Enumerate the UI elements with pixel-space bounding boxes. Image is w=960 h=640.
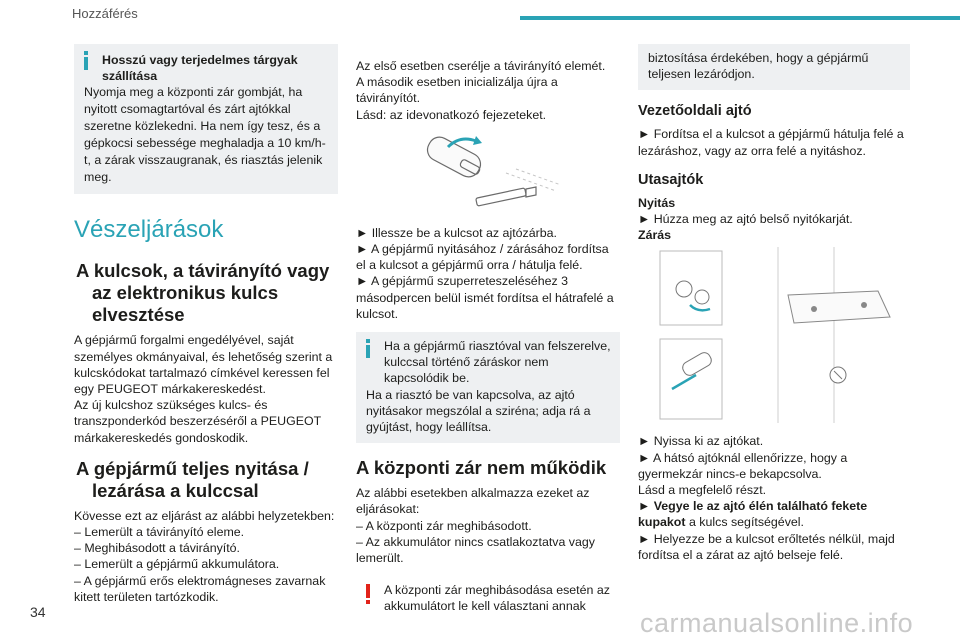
central-item: – A központi zár meghibásodott.	[356, 518, 532, 533]
column-2	[356, 58, 620, 623]
heading-lost-keys: A kulcsok, a távirányító vagy az elektronikus kulcs elvesztése	[76, 260, 330, 326]
lost-keys-text-2: Az új kulcshoz szükséges kulcs- és transzponderkód beszerzéséről a PEUGEOT márkakereskedés gondoskodik.	[74, 398, 322, 445]
col2-text-3: Lásd: az idevonatkozó fejezeteket.	[356, 107, 547, 122]
col2-text-2: A második esetben inicializálja újra a távirányítót.	[356, 75, 558, 106]
warning-continued-text: biztosítása érdekében, hogy a gépjármű teljesen lezáródjon.	[648, 51, 869, 82]
warning-icon	[366, 584, 370, 604]
header-section-title: Hozzáférés	[72, 6, 138, 21]
key-blade-icon	[476, 187, 536, 206]
watermark: carmanualsonline.info	[640, 608, 914, 638]
close-step	[638, 498, 910, 530]
alarm-text-1: Ha a gépjármű riasztóval van felszerelve, kulccsal történő záráskor nem kapcsolódik be.	[384, 339, 611, 386]
full-lock-item: – Meghibásodott a távirányító.	[74, 541, 240, 556]
info-box-long-objects	[74, 44, 338, 194]
door-edge-icon	[788, 291, 890, 323]
info-icon	[84, 51, 88, 71]
central-intro: Az alábbi esetekben alkalmazza ezeket az eljárásokat:	[356, 486, 590, 517]
close-step: ► A hátsó ajtóknál ellenőrizze, hogy a gyermekzár nincs-e bekapcsolva.	[638, 450, 848, 481]
info-icon	[366, 339, 370, 359]
col2-text-1: Az első esetben cserélje a távirányító elemét.	[356, 59, 606, 73]
warning-box-continued	[638, 44, 910, 90]
open-text: ► Húzza meg az ajtó belső nyitókarját.	[638, 212, 853, 227]
key-step: ► A gépjármű szuperreteszeléséhez 3 másodpercen belül ismét fordítsa el hátrafelé a kulcsot.	[356, 274, 614, 321]
alarm-text-2: Ha a riasztó be van kapcsolva, az ajtó nyitásakor megszólal a sziréna; adja rá a gyújtást, hogy leállítsa.	[366, 387, 591, 435]
central-item: – Az akkumulátor nincs csatlakoztatva vagy lemerült.	[356, 534, 595, 566]
info-box-title: Hosszú vagy terjedelmes tárgyak szállítása	[102, 53, 298, 84]
lost-keys-text-1: A gépjármű forgalmi engedélyével, saját személyes okmányaival, és lehetőség szerint a kulcskódokat tartalmazó címkével keressen fel egy PEUGEOT márkakereskedést.	[74, 333, 333, 397]
close-step-bold: ► Vegye le az ajtó élén található fekete kupakot	[638, 499, 868, 530]
close-label: Zárás	[638, 228, 672, 243]
lock-cap-icon	[676, 281, 692, 297]
heading-central-lock: A központi zár nem működik	[356, 457, 607, 479]
open-label: Nyitás	[638, 195, 676, 210]
full-lock-item: – Lemerült a távirányító eleme.	[74, 525, 245, 540]
heading-passenger-doors: Utasajtók	[638, 171, 704, 188]
full-lock-item: – Lemerült a gépjármű akkumulátora.	[74, 557, 280, 572]
page-number: 34	[30, 604, 46, 620]
driver-door-text: ► Fordítsa el a kulcsot a gépjármű hátulja felé a lezáráshoz, vagy az orra felé a nyitáshoz.	[638, 127, 904, 158]
warning-box	[356, 576, 620, 622]
close-step-rest: a kulcs segítségével.	[685, 515, 804, 530]
close-step: ► Nyissa ki az ajtókat.	[638, 434, 764, 449]
close-step: ► Helyezze be a kulcsot erőltetés nélkül, majd fordítsa el a zárat az ajtó belseje felé.	[638, 531, 895, 562]
key-illustration	[356, 133, 620, 219]
full-lock-item: – A gépjármű erős elektromágneses zavarnak kitett területen tartózkodik.	[74, 573, 326, 604]
full-lock-intro: Kövesse ezt az eljárást az alábbi helyzetekben:	[74, 508, 335, 523]
column-3	[638, 44, 910, 563]
close-step: Lásd a megfelelő részt.	[638, 483, 767, 498]
section-title: Vészeljárások	[74, 216, 224, 244]
warning-text: A központi zár meghibásodása esetén az akkumulátort le kell választani annak	[384, 583, 610, 614]
heading-driver-door: Vezetőoldali ajtó	[638, 103, 752, 120]
header-accent-bar	[520, 16, 960, 20]
door-lock-illustration	[638, 247, 910, 427]
key-step: ► Illessze be a kulcsot az ajtózárba.	[356, 225, 557, 240]
key-step: ► A gépjármű nyitásához / zárásához fordítsa el a kulcsot a gépjármű orra / hátulja felé.	[356, 242, 609, 273]
info-box-alarm	[356, 332, 620, 443]
key-slot-icon	[695, 290, 709, 304]
info-box-text: Nyomja meg a központi zár gombját, ha nyitott csomagtartóval és zárt ajtókkal szeretne közlekedni. Ha nem így tesz, és a gépkocsi sebessége meghaladja a 10 km/h-t, a zárak visszaugranak, és riasztás jelenik meg.	[84, 85, 326, 185]
column-1	[74, 44, 338, 605]
heading-full-lock: A gépjármű teljes nyitása / lezárása a kulccsal	[76, 457, 309, 501]
